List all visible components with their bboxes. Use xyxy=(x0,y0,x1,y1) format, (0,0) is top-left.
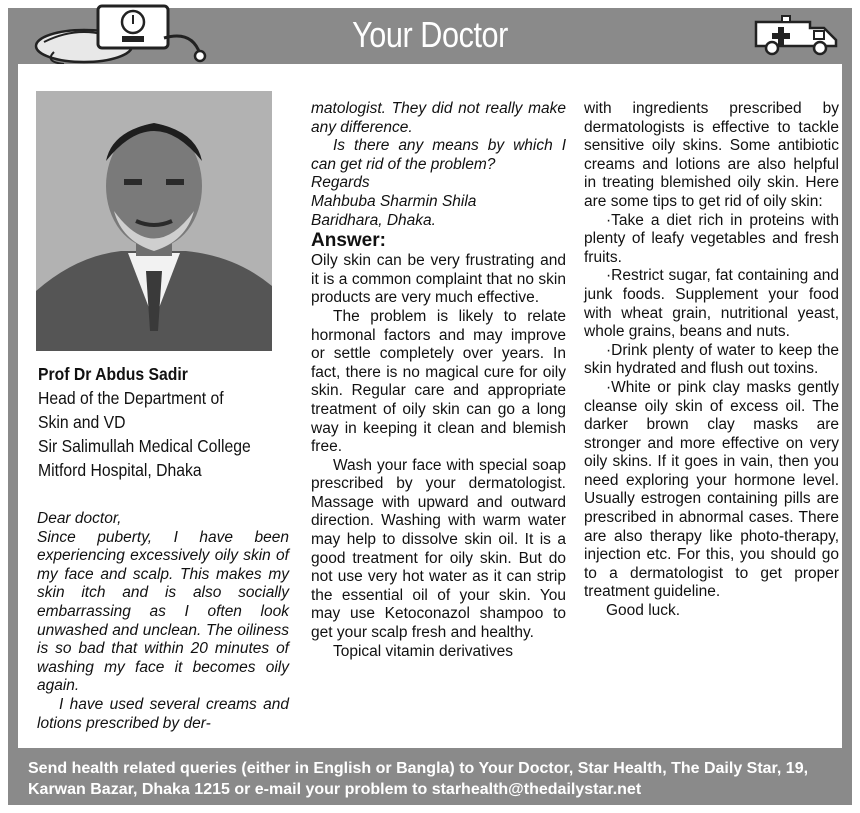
ambulance-icon xyxy=(752,12,842,58)
letter-paragraph: matologist. They did not really make any difference. xyxy=(311,100,566,136)
letter-salutation: Dear doctor, xyxy=(37,510,122,527)
tip-item: ·White or pink clay masks gently cleanse oily skin of excess oil. The darker brown clay masks are stronger and more effective on very oily skins. If it goes in vain, then you need exploring your hormone level. Usually estrogen containing pills are prescribed in abnormal cases. There are also therapy like photo-therapy, injection etc. For this, you should go to a dermatologist to get proper treatment guideline. xyxy=(584,378,839,601)
answer-paragraph: The problem is likely to relate hormonal factors and may improve or settle completely over years. In fact, there is no magical cure for oily skin. Regular care and appropriate treatment of oily skin can go a long way in keeping it clean and blemish free. xyxy=(311,307,566,456)
column-2 xyxy=(311,100,566,661)
header-title: Your Doctor xyxy=(352,14,508,55)
answer-heading: Answer: xyxy=(311,230,386,252)
answer-paragraph: with ingredients prescribed by dermatologists is effective to tackle sensitive oily skins. Some antibiotic creams and lotions are also helpful in treating blemished oily skin. Here are some tips to get rid of oily skin: xyxy=(584,100,839,210)
doctor-photo xyxy=(36,91,272,351)
letter-regards: Regards xyxy=(311,174,370,192)
column-1 xyxy=(37,510,289,733)
article-body xyxy=(18,64,842,748)
tip-item: ·Drink plenty of water to keep the skin hydrated and flush out toxins. xyxy=(584,341,839,378)
footer-contact: Send health related queries (either in English or Bangla) to Your Doctor, Star Health, The Daily Star, 19, Karwan Bazar, Dhaka 1215 or e-mail your problem to starhealth@thedailystar.net xyxy=(28,760,809,798)
header-bar xyxy=(8,8,852,62)
doctor-hospital: Mitford Hospital, Dhaka xyxy=(38,460,202,480)
doctor-college: Sir Salimullah Medical College xyxy=(38,436,251,456)
letter-paragraph: I have used several creams and lotions prescribed by der- xyxy=(37,695,289,732)
letter-sender: Mahbuba Sharmin Shila xyxy=(311,192,477,210)
column-frame xyxy=(8,8,852,805)
answer-paragraph: Wash your face with special soap prescribed by your dermatologist. Massage with upward and outward direction. Washing with warm water may help to dissolve skin oil. It is a good treatment for oily skin. But do not use very hot water as it can strip the essential oil of your skin. You may use Ketoconazol shampoo to get your scalp fresh and healthy. xyxy=(311,456,566,642)
answer-paragraph: Topical vitamin derivatives xyxy=(333,642,514,660)
tip-item: ·Take a diet rich in proteins with plenty of leafy vegetables and fresh fruits. xyxy=(584,211,839,266)
column-3 xyxy=(584,100,839,621)
doctor-department: Skin and VD xyxy=(38,412,126,432)
answer-paragraph: Oily skin can be very frustrating and it is a common complaint that no skin products are very much effective. xyxy=(311,252,566,307)
doctor-name: Prof Dr Abdus Sadir xyxy=(38,364,188,384)
letter-question: Is there any means by which I can get rid of the problem? xyxy=(311,137,566,173)
letter-location: Baridhara, Dhaka. xyxy=(311,211,436,229)
tip-item: ·Restrict sugar, fat containing and junk foods. Supplement your food with wheat grain, nutritional yeast, whole grains, beans and nuts. xyxy=(584,267,839,341)
doctor-profile xyxy=(38,362,272,482)
closing-line: Good luck. xyxy=(606,602,681,620)
doctor-title-line: Head of the Department of xyxy=(38,388,224,408)
letter-paragraph: Since puberty, I have been experiencing excessively oily skin of my face and scalp. This makes my skin itch and is also socially embarrassing as I often look unwashed and unclean. The oiliness is so bad that within 20 minutes of washing my face it becomes oily again. xyxy=(37,528,289,695)
